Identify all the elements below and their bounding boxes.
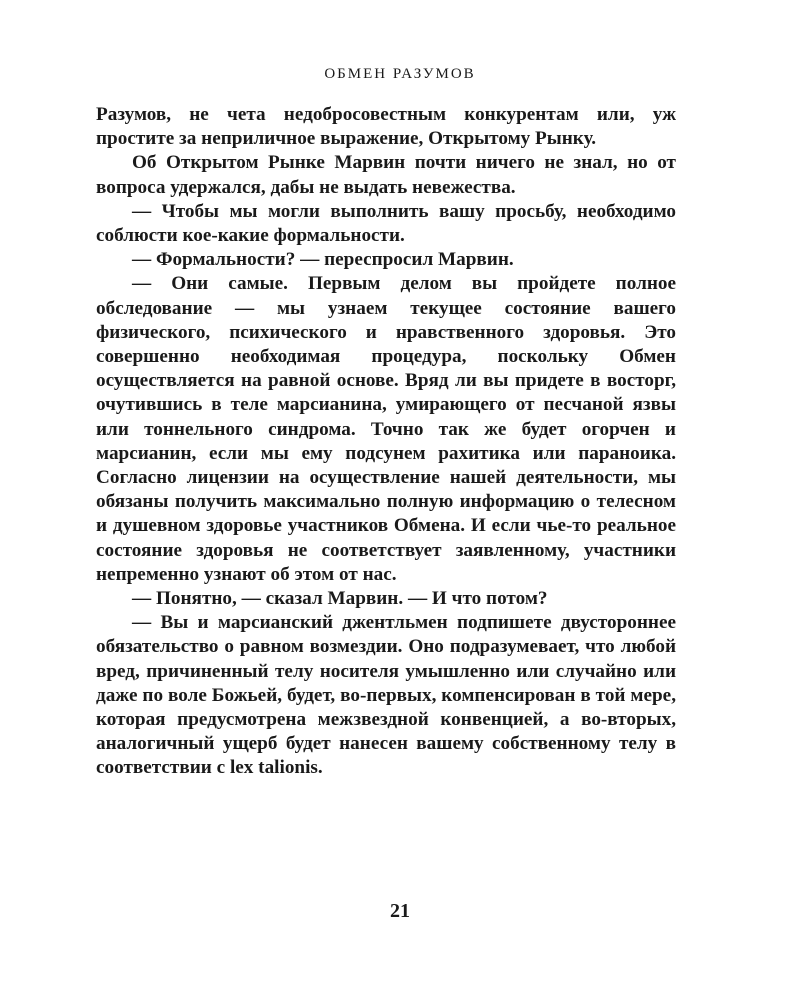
paragraph: — Формальности? — переспросил Марвин. [132,249,514,271]
paragraph: — Они самые. Первым делом вы пройдете полное обследование — мы узнаем текущее состояние вашего физического, психического и нравственного здоровья. Это совершенно необходимая процедура, поскольку Обмен осуществляется на равной основе. Вряд ли вы придете в восторг, очутившись в теле марсианина, умирающего от песчаной язвы или тоннельного синдрома. Точно так же будет огорчен и марсианин, если мы ему подсунем рахитика или параноика. Согласно лицензии на осуществление нашей деятельности, мы обязаны получить максимально полную информацию о телесном и душевном здоровье участников Обмена. И если чье-то реальное состояние здоровья не соответствует заявленному, участники непременно узнают об этом от нас. [96,273,676,585]
paragraph: Об Открытом Рынке Марвин почти ничего не знал, но от вопроса удержался, дабы не выдать невежества. [96,152,676,198]
page-number: 21 [390,900,410,922]
running-head: ОБМЕН РАЗУМОВ [324,66,476,82]
body-text [96,103,676,781]
paragraph: — Вы и марсианский джентльмен подпишете двустороннее обязательство о равном возмездии. Оно подразумевает, что любой вред, причиненный телу носителя умышленно или случайно или даже по воле Божьей, будет, во-первых, компенсирован в той мере, которая предусмотрена межзвездной конвенцией, а во-вторых, аналогичный ущерб будет нанесен вашему собственному телу в соответствии с lex talionis. [96,612,676,779]
paragraph: — Понятно, — сказал Марвин. — И что потом? [132,588,548,610]
paragraph: — Чтобы мы могли выполнить вашу просьбу, необходимо соблюсти кое-какие формальности. [96,200,676,247]
paragraph: Разумов, не чета недобросовестным конкурентам или, уж простите за неприличное выражение, Открытому Рынку. [96,104,676,150]
